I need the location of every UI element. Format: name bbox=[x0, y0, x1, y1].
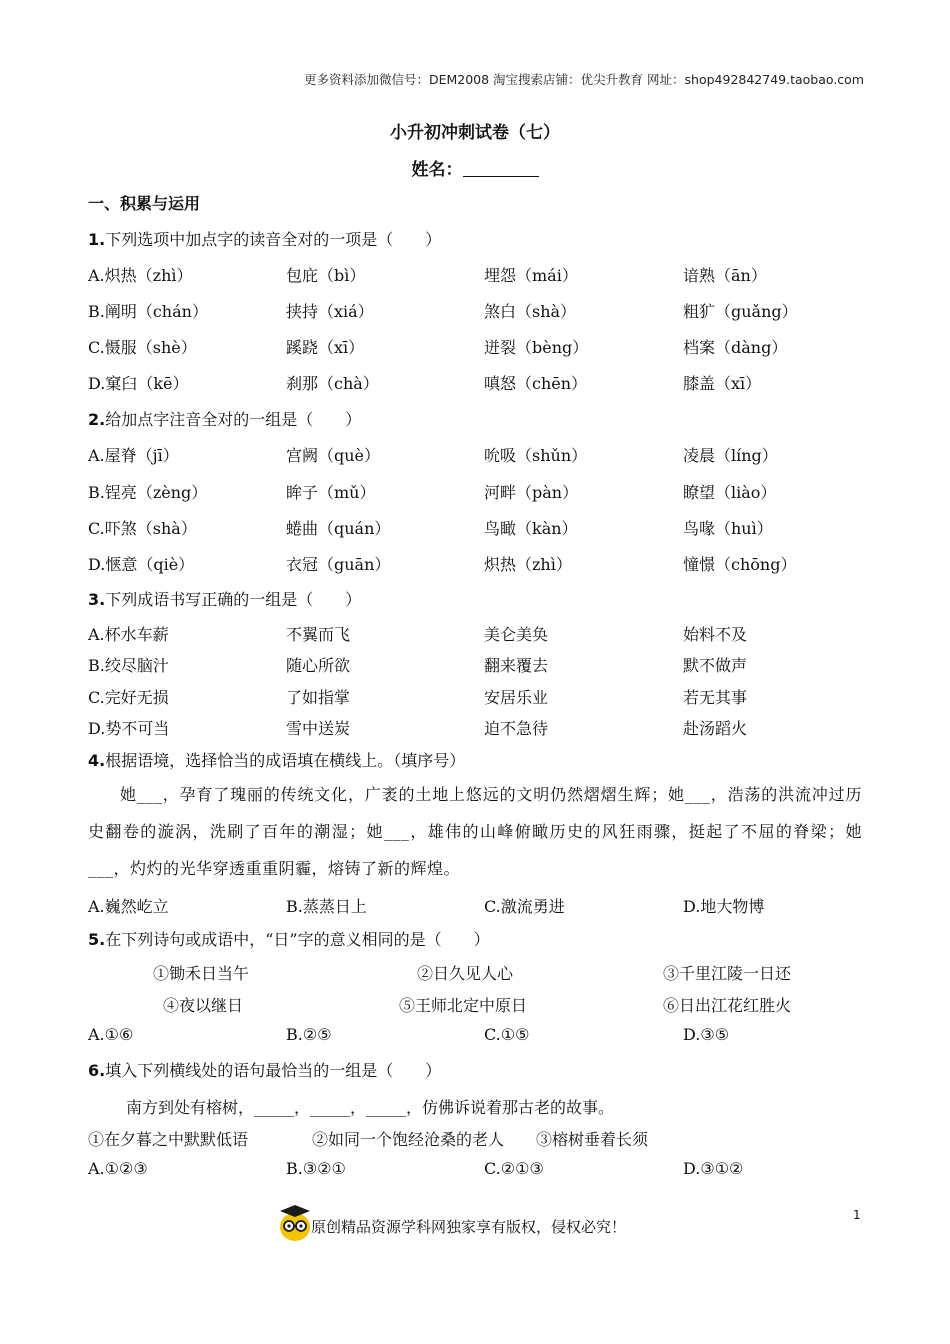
question-4: 4.根据语境，选择恰当的成语填在横线上。（填序号） bbox=[88, 751, 466, 770]
q5-items-row-1 bbox=[0, 961, 950, 985]
option-item: 鸟喙（huì） bbox=[683, 519, 773, 538]
option-item: C.吓煞（shà） bbox=[88, 519, 197, 538]
q2-row-b bbox=[0, 480, 950, 504]
q3-row-d bbox=[0, 716, 950, 740]
question-4-text: 根据语境，选择恰当的成语填在横线上。（填序号） bbox=[105, 751, 466, 770]
option-item: B.②⑤ bbox=[286, 1025, 332, 1044]
option-item: C.慑服（shè） bbox=[88, 338, 197, 357]
q4-options bbox=[0, 894, 950, 918]
question-5-text: 在下列诗句或成语中，“日”字的意义相同的是（ ） bbox=[105, 930, 490, 949]
option-item: 包庇（bì） bbox=[286, 266, 366, 285]
q5-items-row-2 bbox=[0, 993, 950, 1017]
option-item: C.激流勇进 bbox=[484, 897, 565, 916]
option-item: B.蒸蒸日上 bbox=[286, 897, 367, 916]
option-item: D.③⑤ bbox=[683, 1025, 730, 1044]
option-item: 美仑美奂 bbox=[484, 625, 549, 644]
q6-sentence: 南方到处有榕树，_____，_____，_____，仿佛诉说着那古老的故事。 bbox=[126, 1098, 615, 1117]
question-2-text: 给加点字注音全对的一组是（ ） bbox=[105, 410, 362, 429]
q1-row-c bbox=[0, 335, 950, 359]
option-item: B.阐明（chán） bbox=[88, 302, 208, 321]
option-item: 谙熟（ān） bbox=[683, 266, 767, 285]
q6-choices: ①在夕暮之中默默低语 ②如同一个饱经沧桑的老人 ③榕树垂着长须 bbox=[88, 1130, 649, 1149]
option-item: 眸子（mǔ） bbox=[286, 483, 376, 502]
option-item: 默不做声 bbox=[683, 656, 748, 675]
option-item: D.③①② bbox=[683, 1159, 744, 1178]
name-label: 姓名： bbox=[411, 160, 463, 180]
option-item: 蜷曲（quán） bbox=[286, 519, 391, 538]
option-item: 始料不及 bbox=[683, 625, 748, 644]
option-item: B.③②① bbox=[286, 1159, 346, 1178]
q3-row-a bbox=[0, 622, 950, 646]
q3-row-b bbox=[0, 653, 950, 677]
option-item: 若无其事 bbox=[683, 688, 748, 707]
option-item: 雪中送炭 bbox=[286, 719, 351, 738]
option-item: D.惬意（qiè） bbox=[88, 555, 195, 574]
option-item: C.完好无损 bbox=[88, 688, 169, 707]
q1-row-d bbox=[0, 371, 950, 395]
q1-row-b bbox=[0, 299, 950, 323]
option-item: 嗔怒（chēn） bbox=[484, 374, 588, 393]
list-item: ①锄禾日当午 bbox=[153, 964, 250, 983]
option-item: 不翼而飞 bbox=[286, 625, 351, 644]
name-blank[interactable] bbox=[463, 160, 539, 177]
name-field-line bbox=[0, 155, 950, 180]
option-item: 档案（dàng） bbox=[683, 338, 788, 357]
option-item: 炽热（zhì） bbox=[484, 555, 572, 574]
option-item: D.势不可当 bbox=[88, 719, 170, 738]
option-item: 刹那（chà） bbox=[286, 374, 379, 393]
q5-options bbox=[0, 1025, 950, 1049]
list-item: ④夜以继日 bbox=[163, 996, 244, 1015]
option-item: C.②①③ bbox=[484, 1159, 544, 1178]
option-item: 安居乐业 bbox=[484, 688, 549, 707]
option-item: 挟持（xiá） bbox=[286, 302, 374, 321]
option-item: 随心所欲 bbox=[286, 656, 351, 675]
option-item: 瞭望（liào） bbox=[683, 483, 777, 502]
list-item: ③千里江陵一日还 bbox=[663, 964, 792, 983]
option-item: A.巍然屹立 bbox=[88, 897, 169, 916]
option-item: A.炽热（zhì） bbox=[88, 266, 193, 285]
option-item: 憧憬（chōng） bbox=[683, 555, 797, 574]
page-number: 1 bbox=[853, 1208, 861, 1222]
list-item: ⑤王师北定中原日 bbox=[399, 996, 528, 1015]
page-title: 小升初冲刺试卷（七） bbox=[390, 123, 560, 143]
graduation-cap-icon bbox=[280, 1205, 310, 1217]
option-item: A.屋脊（jī） bbox=[88, 446, 179, 465]
option-item: B.锃亮（zèng） bbox=[88, 483, 208, 502]
question-6-text: 填入下列横线处的语句最恰当的一组是（ ） bbox=[105, 1061, 442, 1080]
option-item: A.杯水车薪 bbox=[88, 625, 169, 644]
option-item: 凌晨（líng） bbox=[683, 446, 778, 465]
question-1-text: 下列选项中加点字的读音全对的一项是（ ） bbox=[105, 230, 442, 249]
option-item: 鸟瞰（kàn） bbox=[484, 519, 578, 538]
option-item: 赴汤蹈火 bbox=[683, 719, 748, 738]
option-item: A.①②③ bbox=[88, 1159, 148, 1178]
option-item: 粗犷（guǎng） bbox=[683, 302, 798, 321]
option-item: B.绞尽脑汁 bbox=[88, 656, 169, 675]
q4-passage: 她___，孕育了瑰丽的传统文化，广袤的土地上悠远的文明仍然熠熠生辉；她___，浩荡的洪流冲过历史翻卷的漩涡，洗刷了百年的潮湿；她___，雄伟的山峰俯瞰历史的风狂雨骤，挺起了不屈的脊梁；她___，灼灼的光华穿透重重阴霾，熔铸了新的辉煌。 bbox=[88, 785, 862, 878]
question-2: 2.给加点字注音全对的一组是（ ） bbox=[88, 410, 362, 429]
q2-row-c bbox=[0, 516, 950, 540]
option-item: 迫不急待 bbox=[484, 719, 549, 738]
option-item: 翻来覆去 bbox=[484, 656, 549, 675]
question-5: 5.在下列诗句或成语中，“日”字的意义相同的是（ ） bbox=[88, 930, 490, 949]
option-item: 河畔（pàn） bbox=[484, 483, 579, 502]
question-3-text: 下列成语书写正确的一组是（ ） bbox=[105, 590, 362, 609]
q1-row-a bbox=[0, 263, 950, 287]
question-3: 3.下列成语书写正确的一组是（ ） bbox=[88, 590, 362, 609]
option-item: 衣冠（guān） bbox=[286, 555, 391, 574]
q6-options bbox=[0, 1159, 950, 1183]
q2-row-a bbox=[0, 443, 950, 467]
option-item: D.地大物博 bbox=[683, 897, 765, 916]
owl-logo-icon bbox=[278, 1202, 312, 1242]
option-item: 了如指掌 bbox=[286, 688, 351, 707]
q3-row-c bbox=[0, 685, 950, 709]
list-item: ②日久见人心 bbox=[417, 964, 514, 983]
option-item: A.①⑥ bbox=[88, 1025, 134, 1044]
option-item: 宫阙（què） bbox=[286, 446, 381, 465]
option-item: 埋怨（mái） bbox=[484, 266, 578, 285]
q2-row-d bbox=[0, 552, 950, 576]
option-item: 迸裂（bèng） bbox=[484, 338, 589, 357]
footer-copyright: 原创精品资源学科网独家享有版权，侵权必究！ bbox=[311, 1218, 627, 1236]
option-item: 煞白（shà） bbox=[484, 302, 577, 321]
header-contact-line: 更多资料添加微信号：DEM2008 淘宝搜索店铺：优尖升教育 网址：shop492842749.taobao.com bbox=[303, 72, 864, 87]
option-item: 膝盖（xī） bbox=[683, 374, 762, 393]
question-1: 1.下列选项中加点字的读音全对的一项是（ ） bbox=[88, 230, 442, 249]
option-item: 吮吸（shǔn） bbox=[484, 446, 588, 465]
option-item: D.窠臼（kē） bbox=[88, 374, 189, 393]
option-item: C.①⑤ bbox=[484, 1025, 530, 1044]
list-item: ⑥日出江花红胜火 bbox=[663, 996, 792, 1015]
option-item: 蹊跷（xī） bbox=[286, 338, 365, 357]
section-heading: 一、积累与运用 bbox=[88, 194, 201, 213]
question-6: 6.填入下列横线处的语句最恰当的一组是（ ） bbox=[88, 1061, 442, 1080]
